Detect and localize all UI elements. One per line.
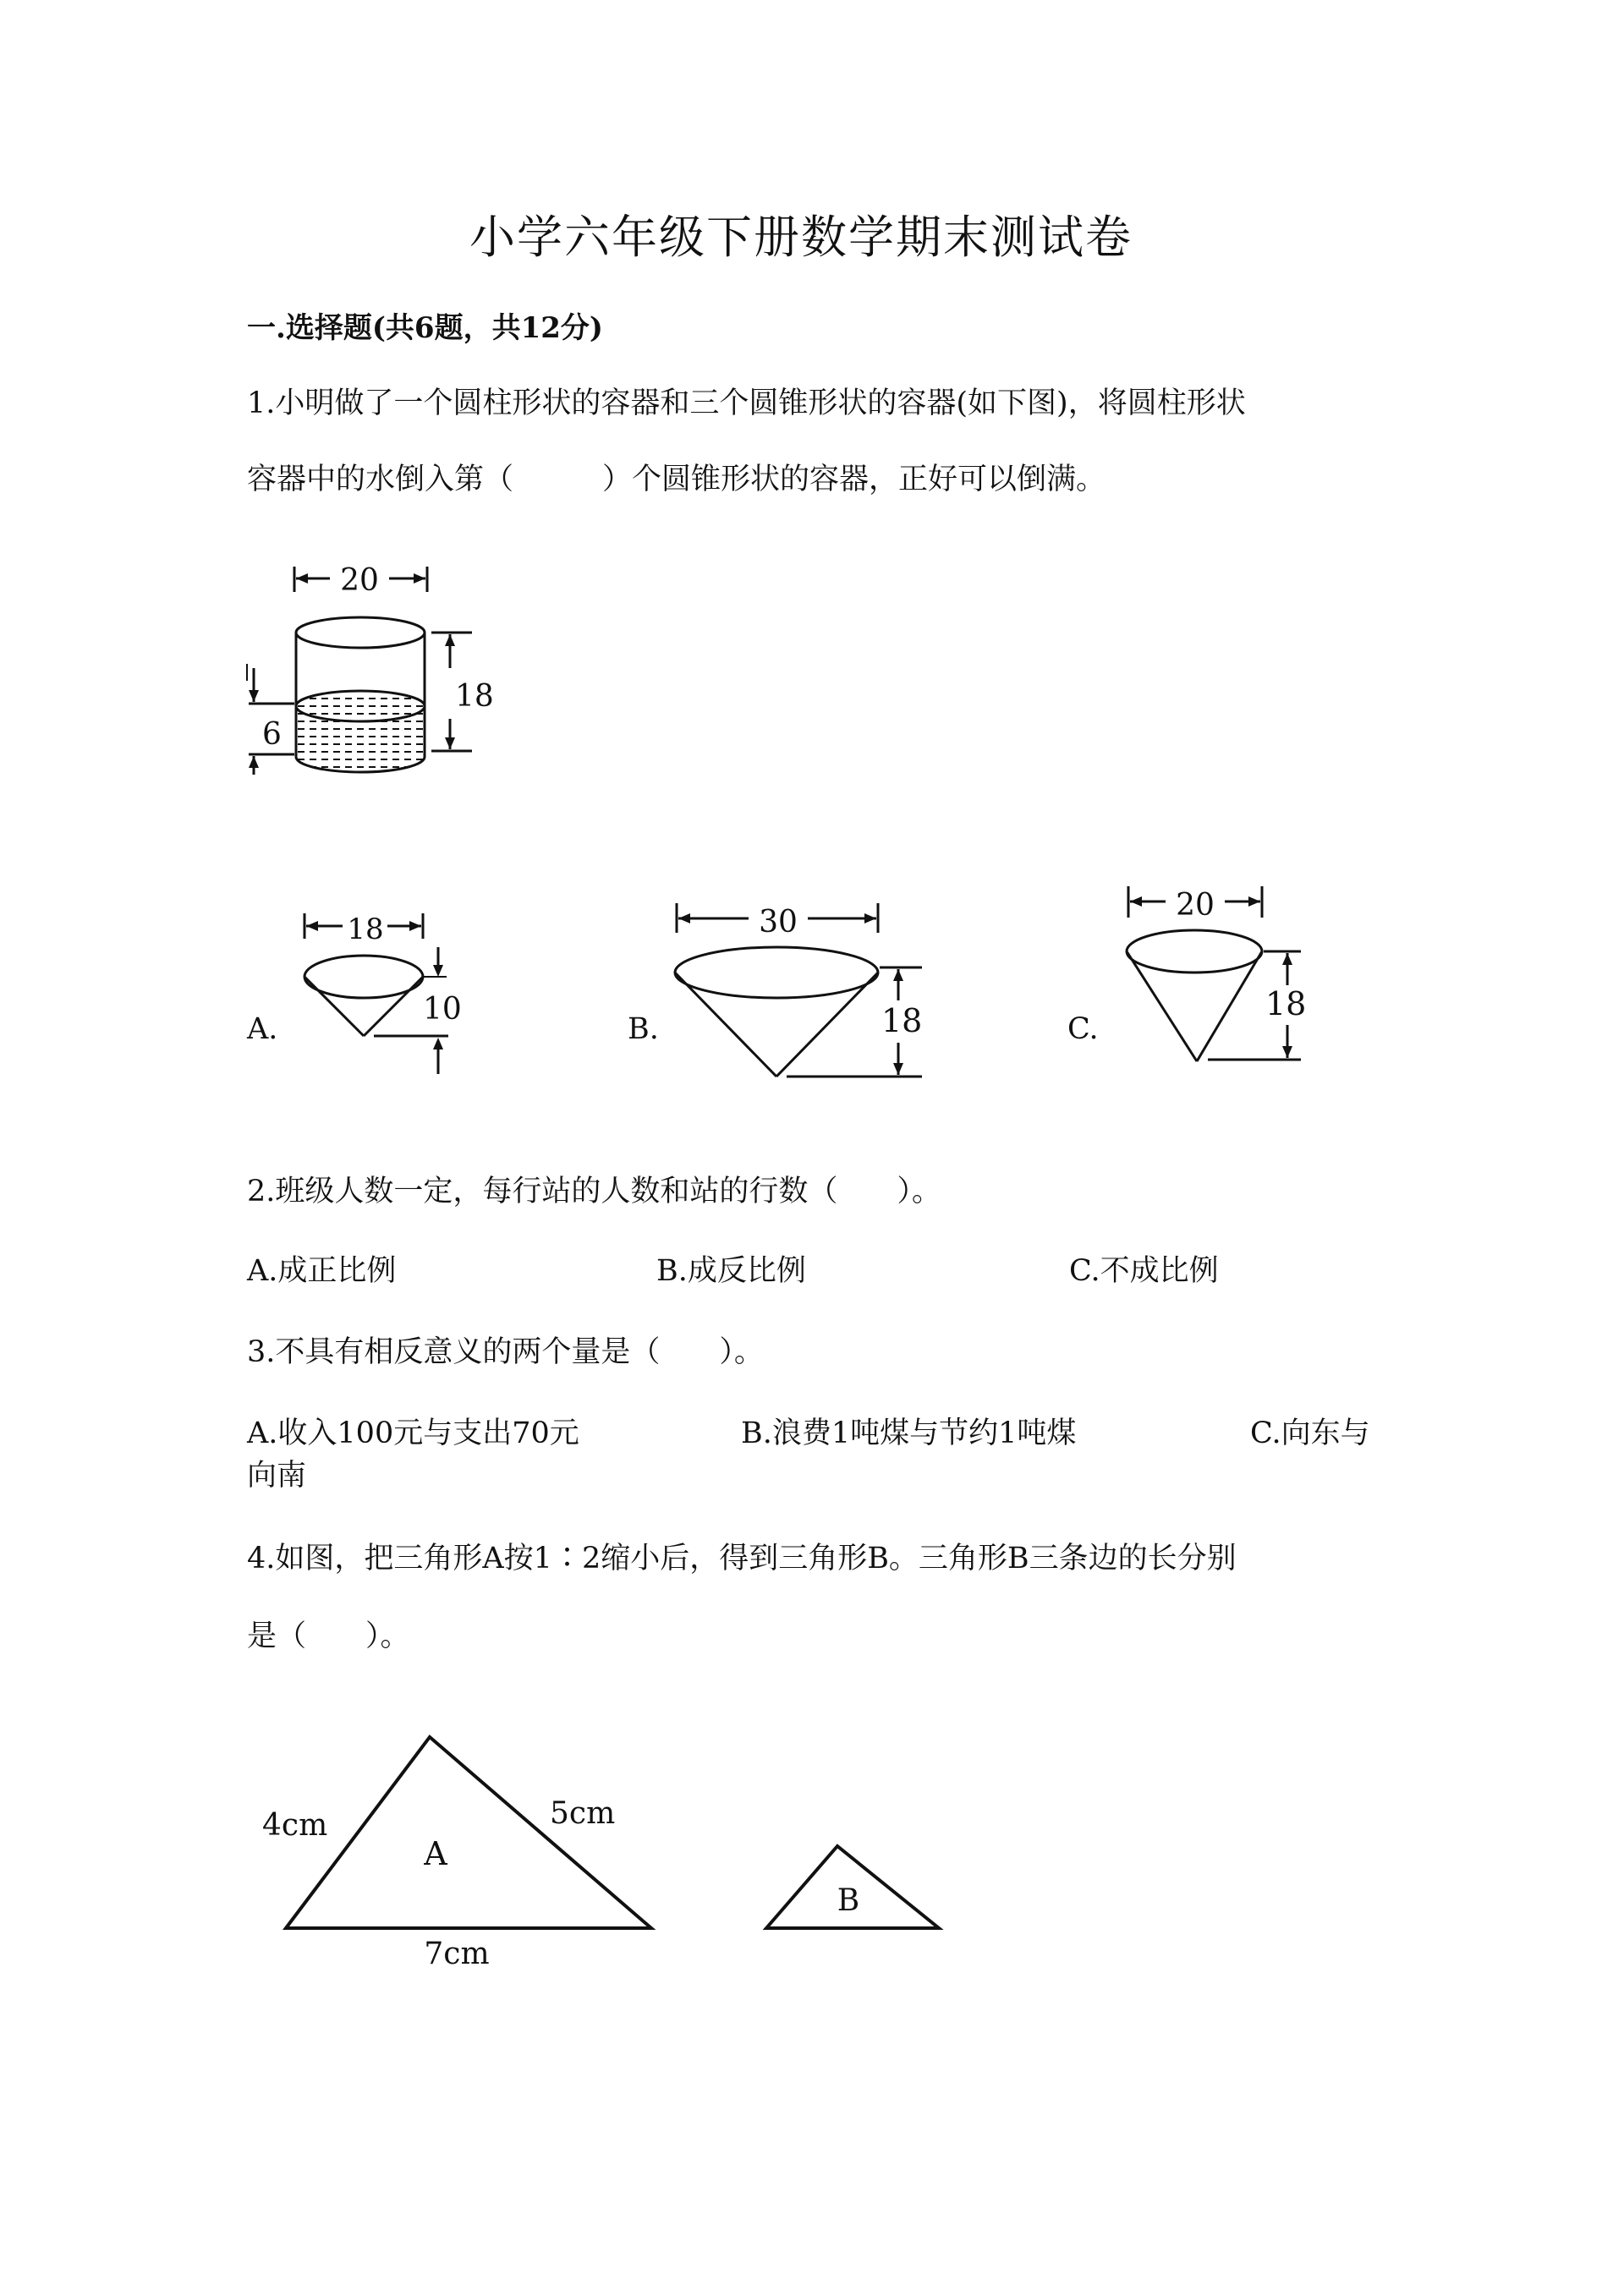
cone-b-figure <box>668 895 939 1089</box>
triangle-a-bottom-side: 7cm <box>424 1937 490 1971</box>
question-3-option-c: C.向东与 <box>1250 1417 1370 1450</box>
triangle-a <box>286 1737 651 1928</box>
cone-a-figure <box>296 909 482 1078</box>
cone-c-figure <box>1116 879 1336 1074</box>
option-b-label: B. <box>628 1012 659 1046</box>
triangle-b-label: B <box>837 1883 860 1918</box>
cylinder-diameter-label: 20 <box>340 563 379 598</box>
question-2-option-a: A.成正比例 <box>247 1254 397 1288</box>
cone-a-height-label: 10 <box>423 992 462 1027</box>
question-2-option-c: C.不成比例 <box>1069 1254 1219 1288</box>
triangle-a-left-side: 4cm <box>262 1808 328 1843</box>
question-4-line-1: 4.如图，把三角形A按1∶2缩小后，得到三角形B。三角形B三条边的长分别 <box>247 1542 1237 1575</box>
section-heading: 一.选择题(共6题，共12分) <box>247 311 603 345</box>
option-c-label: C. <box>1067 1012 1099 1046</box>
option-a-label: A. <box>247 1012 278 1046</box>
triangles-figure <box>245 1725 981 1979</box>
question-2-stem: 2.班级人数一定，每行站的人数和站的行数（ ）。 <box>247 1175 941 1208</box>
page-title: 小学六年级下册数学期末测试卷 <box>469 211 1133 264</box>
question-2-option-b: B.成反比例 <box>656 1254 806 1288</box>
question-1-line-2: 容器中的水倒入第（ ）个圆锥形状的容器，正好可以倒满。 <box>247 463 1106 496</box>
question-3-option-a: A.收入100元与支出70元 <box>247 1417 579 1450</box>
question-1-line-1: 1.小明做了一个圆柱形状的容器和三个圆锥形状的容器(如下图)，将圆柱形状 <box>247 386 1246 420</box>
question-4-line-2: 是（ ）。 <box>247 1619 410 1653</box>
cylinder-figure <box>237 558 508 778</box>
question-3-option-c-wrap: 向南 <box>247 1459 307 1493</box>
cone-c-height-label: 18 <box>1265 985 1307 1022</box>
triangle-a-label: A <box>424 1835 447 1872</box>
question-3-stem: 3.不具有相反意义的两个量是（ ）。 <box>247 1335 764 1369</box>
water-height-label: 6 <box>262 717 282 752</box>
cone-b-height-label: 18 <box>881 1002 923 1039</box>
cone-c-diameter-label: 20 <box>1176 888 1215 923</box>
triangle-a-right-side: 5cm <box>550 1796 616 1831</box>
cylinder-height-label: 18 <box>455 679 494 714</box>
cone-b-diameter-label: 30 <box>759 905 798 940</box>
question-3-option-b: B.浪费1吨煤与节约1吨煤 <box>741 1417 1077 1450</box>
cone-a-diameter-label: 18 <box>347 912 384 946</box>
